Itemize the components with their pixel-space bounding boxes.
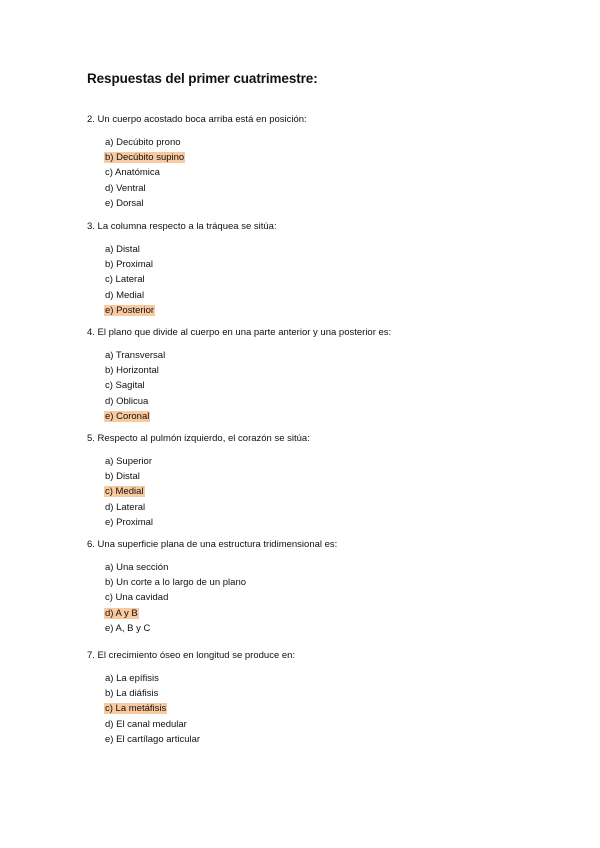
answer-option: b) La diáfisis <box>105 688 159 700</box>
answer-option-correct: d) A y B <box>105 607 138 619</box>
question-block <box>87 433 310 528</box>
question-block <box>87 650 296 745</box>
option-list <box>104 673 201 749</box>
answer-option: d) Medial <box>105 289 145 301</box>
option-list <box>104 244 155 320</box>
answer-option: c) Una cavidad <box>105 592 169 604</box>
page-title: Respuestas del primer cuatrimestre: <box>87 71 318 86</box>
question-text: 5. Respecto al pulmón izquierdo, el corazón se sitúa: <box>87 433 310 444</box>
question-text: 3. La columna respecto a la tráquea se sitúa: <box>87 221 277 232</box>
answer-option: d) El canal medular <box>105 718 187 730</box>
option-list <box>104 562 247 638</box>
answer-option: e) A, B y C <box>105 622 151 634</box>
answer-option: b) Distal <box>105 471 140 483</box>
answer-option: a) La epífisis <box>105 673 159 684</box>
answer-option: e) Proximal <box>105 516 154 528</box>
answer-option: a) Superior <box>105 456 152 467</box>
option-list <box>104 350 166 426</box>
answer-option: a) Transversal <box>105 350 166 361</box>
answer-option: d) Lateral <box>105 501 146 513</box>
answer-option: d) Ventral <box>105 182 146 194</box>
answer-option: a) Decúbito prono <box>105 137 181 148</box>
answer-option: a) Distal <box>105 244 140 255</box>
answer-option: e) Dorsal <box>105 197 144 209</box>
answer-option-correct: e) Posterior <box>105 304 155 316</box>
answer-option: d) Oblicua <box>105 395 149 407</box>
answer-option: c) Anatómica <box>105 167 160 179</box>
question-text: 4. El plano que divide al cuerpo en una parte anterior y una posterior es: <box>87 327 392 338</box>
question-text: 2. Un cuerpo acostado boca arriba está en posición: <box>87 114 307 125</box>
answer-option: e) El cartílago articular <box>105 733 201 745</box>
answer-option: b) Proximal <box>105 259 154 271</box>
question-block <box>87 327 392 422</box>
question-block <box>87 221 277 316</box>
option-list <box>104 137 185 213</box>
question-text: 7. El crecimiento óseo en longitud se produce en: <box>87 650 296 661</box>
question-block <box>87 539 338 634</box>
answer-option-correct: e) Coronal <box>105 410 150 422</box>
answer-option: a) Una sección <box>105 562 169 573</box>
question-text: 6. Una superficie plana de una estructura tridimensional es: <box>87 539 338 550</box>
answer-option-correct: c) Medial <box>105 486 144 498</box>
answer-option: b) Un corte a lo largo de un plano <box>105 577 247 589</box>
answer-option: b) Horizontal <box>105 365 159 377</box>
answer-option: c) Sagital <box>105 380 145 392</box>
answer-option-correct: b) Decúbito supino <box>105 152 185 164</box>
option-list <box>104 456 154 532</box>
question-block <box>87 114 307 209</box>
answer-option: c) Lateral <box>105 274 145 286</box>
answer-option-correct: c) La metáfisis <box>105 703 167 715</box>
